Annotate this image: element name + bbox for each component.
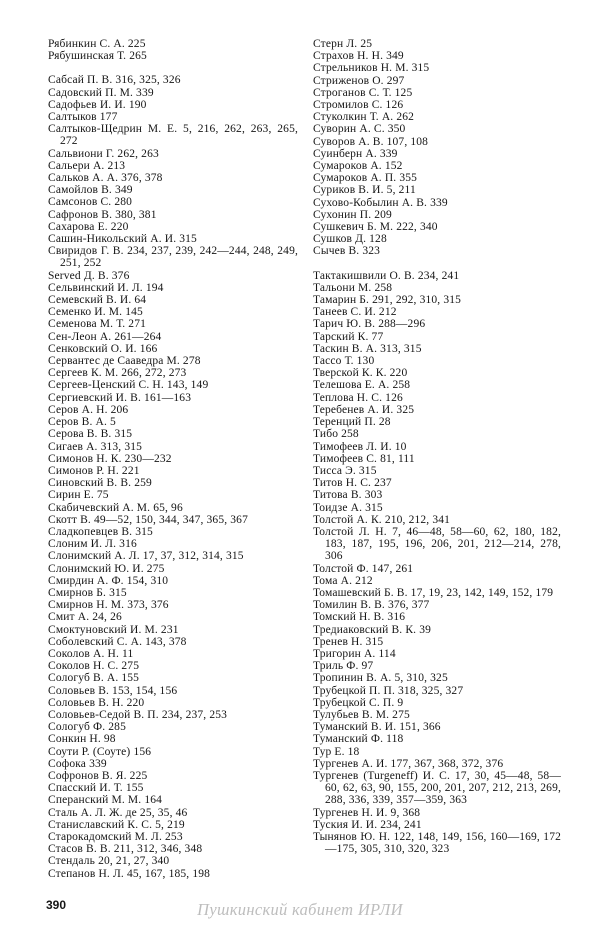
page-number: 390 — [46, 898, 67, 912]
index-entry: Стерн Л. 25 — [313, 38, 373, 50]
index-entry: Тарич Ю. В. 288—296 — [313, 318, 426, 331]
index-entry: Смирнов Б. 315 — [48, 586, 127, 599]
index-entry: Тоидзе А. 315 — [313, 501, 383, 514]
index-entry: Стромилов С. 126 — [313, 99, 404, 112]
index-entry: Сальери А. 213 — [48, 159, 126, 172]
index-entry: Садофьев И. И. 190 — [48, 98, 147, 111]
index-entry: Страхов Н. Н. 349 — [313, 50, 404, 63]
index-entry: Толстой Л. Н. 7, 46—48, 58—60, 62, 180, 182, 183, 187, 195, 196, 206, 201, 212—214, 278, 306 — [313, 525, 561, 563]
index-entry: Смирдин А. Ф. 154, 310 — [48, 574, 169, 587]
index-entry: Сальвиони Г. 262, 263 — [48, 147, 159, 160]
index-entry: Сальков А. А. 376, 378 — [48, 172, 163, 185]
index-entry: Тамарин Б. 291, 292, 310, 315 — [313, 294, 462, 307]
index-entry: Суриков В. И. 5, 211 — [313, 184, 416, 197]
index-column-right — [313, 38, 561, 855]
index-entry: Соловьев-Седой В. П. 234, 237, 253 — [48, 708, 228, 721]
index-entry: Тактакишвили О. В. 234, 241 — [313, 269, 460, 282]
index-entry: Тибо 258 — [313, 428, 359, 441]
index-entry: Сергеев К. М. 266, 272, 273 — [48, 367, 187, 380]
index-entry: Соколов А. Н. 11 — [48, 647, 134, 660]
index-entry: Симонов Н. К. 230—232 — [48, 452, 172, 465]
index-entry: Спасский И. Т. 155 — [48, 782, 144, 795]
index-entry: Сумароков А. 152 — [313, 160, 403, 173]
index-entry: Симонов Р. Н. 221 — [48, 464, 140, 477]
index-entry: Серов А. Н. 206 — [48, 403, 129, 416]
index-entry: Туманский В. И. 151, 366 — [313, 721, 441, 734]
index-entry: Стендаль 20, 21, 27, 340 — [48, 855, 170, 868]
index-entry: Салтыков 177 — [48, 111, 118, 124]
index-entry: Тренев Н. 315 — [313, 635, 384, 648]
index-entry: Стасов В. В. 211, 312, 346, 348 — [48, 843, 203, 856]
index-entry: Тверской К. К. 220 — [313, 367, 408, 380]
index-entry: Тимофеев С. 81, 111 — [313, 452, 415, 465]
index-entry: Томилин В. В. 376, 377 — [313, 599, 430, 612]
index-entry: Сирин Е. 75 — [48, 489, 109, 502]
index-entry: Томский Н. В. 316 — [313, 611, 406, 624]
index-entry: Тассо Т. 130 — [313, 355, 375, 368]
index-entry: Тургенев (Turgeneff) И. С. 17, 30, 45—48, 58—60, 62, 63, 90, 155, 200, 201, 207, 212, 213, 269, 288, 336, 339, 357—359, 363 — [313, 769, 561, 807]
index-entry: Толстой А. К. 210, 212, 341 — [313, 513, 451, 526]
index-entry: Телешова Е. А. 258 — [313, 379, 411, 392]
index-entry: Рябинкин С. А. 225 — [48, 38, 146, 50]
index-entry: Тынянов Ю. Н. 122, 148, 149, 156, 160—169, 172—175, 305, 310, 320, 323 — [313, 831, 561, 856]
index-entry: Слоним И. Л. 316 — [48, 538, 137, 551]
index-entry: Свиридов Г. В. 234, 237, 239, 242—244, 248, 249, 251, 252 — [48, 245, 298, 270]
index-entry: Сталь А. Л. Ж. де 25, 35, 46 — [48, 806, 188, 819]
index-entry: Сычев В. 323 — [313, 245, 381, 258]
index-entry: Туския И. И. 234, 241 — [313, 818, 422, 831]
index-entry: Софронов В. Я. 225 — [48, 769, 148, 782]
index-entry: Строганов С. Т. 125 — [313, 86, 413, 99]
index-entry: Смоктуновский И. М. 231 — [48, 623, 179, 636]
index-entry: Скотт В. 49—52, 150, 344, 347, 365, 367 — [48, 513, 248, 526]
index-entry: Сен-Леон А. 261—264 — [48, 330, 162, 343]
index-entry: Семенко И. М. 145 — [48, 306, 143, 319]
index-entry: Сельвинский И. Л. 194 — [48, 281, 164, 294]
index-entry: Сушкевич Б. М. 222, 340 — [313, 221, 438, 234]
index-entry: Сенковский О. И. 166 — [48, 342, 158, 355]
index-entry: Тригорин А. 114 — [313, 647, 396, 660]
index-entry: Слонимский Ю. И. 275 — [48, 562, 165, 575]
index-entry: Садовский П. М. 339 — [48, 86, 154, 99]
index-entry: Сперанский М. М. 164 — [48, 794, 163, 807]
index-entry: Сервантес де Сааведра М. 278 — [48, 355, 201, 368]
index-entry: Теплова Н. С. 126 — [313, 391, 403, 404]
index-entry: Сергеев-Ценский С. Н. 143, 149 — [48, 379, 209, 392]
index-entry: Танеев С. И. 212 — [313, 306, 397, 319]
index-entry: Суворов А. В. 107, 108 — [313, 135, 429, 148]
index-entry: Сумароков А. П. 355 — [313, 172, 418, 185]
index-column-left — [48, 38, 298, 880]
index-entry: Тургенев Н. И. 9, 368 — [313, 806, 421, 819]
index-entry: Сладкопевцев В. 315 — [48, 525, 153, 538]
index-entry: Суворин А. С. 350 — [313, 123, 406, 136]
index-entry: Тредиаковский В. К. 39 — [313, 623, 432, 636]
index-entry: Титов Н. С. 237 — [313, 477, 392, 490]
index-entry: Сафронов В. 380, 381 — [48, 208, 157, 221]
index-entry: Томашевский Б. В. 17, 19, 23, 142, 149, 152, 179 — [313, 586, 554, 599]
index-entry: Сушков Д. 128 — [313, 233, 387, 246]
index-entry: Соболевский С. А. 143, 378 — [48, 635, 187, 648]
index-entry: Толстой Ф. 147, 261 — [313, 562, 414, 575]
index-entry: Станиславский К. С. 5, 219 — [48, 818, 185, 831]
index-entry: Старокадомский М. Л. 253 — [48, 831, 183, 843]
index-entry: Сухово-Кобылин А. В. 339 — [313, 196, 448, 209]
index-entry: Титова В. 303 — [313, 489, 383, 502]
index-entry: Соловьев В. 153, 154, 156 — [48, 684, 178, 697]
index-entry: Тур Е. 18 — [313, 745, 360, 758]
index-entry: Served Д. В. 376 — [48, 269, 130, 282]
index-entry: Смирнов Н. М. 373, 376 — [48, 599, 169, 612]
index-entry: Слонимский А. Л. 17, 37, 312, 314, 315 — [48, 550, 244, 563]
index-entry: Софока 339 — [48, 757, 107, 770]
index-entry: Сологуб В. А. 155 — [48, 672, 140, 685]
index-entry: Семевский В. И. 64 — [48, 294, 147, 307]
index-entry: Теребенев А. И. 325 — [313, 403, 415, 416]
index-entry: Сологуб Ф. 285 — [48, 721, 126, 734]
index-entry: Трубецкой С. П. 9 — [313, 696, 404, 709]
index-entry: Сабсай П. В. 316, 325, 326 — [48, 74, 181, 87]
index-entry: Сергиевский И. В. 161—163 — [48, 391, 192, 404]
index-entry: Соколов Н. С. 275 — [48, 660, 140, 673]
index-entry: Тома А. 212 — [313, 574, 373, 587]
index-entry: Степанов Н. Л. 45, 167, 185, 198 — [48, 867, 211, 880]
index-entry: Синовский В. В. 259 — [48, 477, 152, 490]
index-entry: Триль Ф. 97 — [313, 660, 374, 673]
index-entry: Теренций П. 28 — [313, 416, 391, 429]
index-entry: Тисса Э. 315 — [313, 464, 377, 477]
index-entry: Салтыков-Щедрин М. Е. 5, 216, 262, 263, 265, 272 — [48, 123, 298, 148]
index-entry: Сигаев А. 313, 315 — [48, 440, 143, 453]
index-entry: Соловьев В. Н. 220 — [48, 696, 145, 709]
index-entry: Рябушинская Т. 265 — [48, 50, 147, 63]
index-entry: Сухонин П. 209 — [313, 208, 392, 221]
index-entry: Сахарова Е. 220 — [48, 220, 129, 233]
index-entry: Сашин-Никольский А. И. 315 — [48, 233, 197, 246]
index-entry: Смит А. 24, 26 — [48, 611, 122, 624]
index-entry: Тальони М. 258 — [313, 281, 393, 294]
index-entry: Туманский Ф. 118 — [313, 733, 404, 746]
index-entry: Самойлов В. 349 — [48, 184, 133, 197]
index-entry: Стриженов О. 297 — [313, 74, 405, 87]
index-entry: Тарский К. 77 — [313, 330, 384, 343]
index-entry: Соути Р. (Соуте) 156 — [48, 745, 152, 758]
index-entry: Семенова М. Т. 271 — [48, 318, 147, 331]
index-entry: Тулубьев В. М. 275 — [313, 708, 410, 721]
index-entry: Тропинин В. А. 5, 310, 325 — [313, 672, 448, 685]
index-entry: Таскин В. А. 313, 315 — [313, 342, 422, 355]
index-entry: Тургенев А. И. 177, 367, 368, 372, 376 — [313, 757, 504, 770]
index-entry: Стрельников Н. М. 315 — [313, 62, 430, 75]
index-entry: Трубецкой П. П. 318, 325, 327 — [313, 684, 464, 697]
library-watermark: Пушкинский кабинет ИРЛИ — [197, 900, 403, 919]
index-entry: Самсонов С. 280 — [48, 196, 133, 209]
index-entry: Скабичевский А. М. 65, 96 — [48, 501, 183, 514]
index-entry: Стуколкин Т. А. 262 — [313, 111, 415, 124]
index-entry: Серов В. А. 5 — [48, 416, 116, 429]
index-entry: Серова В. В. 315 — [48, 428, 133, 441]
index-entry: Сонкин Н. 98 — [48, 733, 116, 746]
index-entry: Тимофеев Л. И. 10 — [313, 440, 407, 453]
index-entry: Суинберн А. 339 — [313, 147, 398, 160]
